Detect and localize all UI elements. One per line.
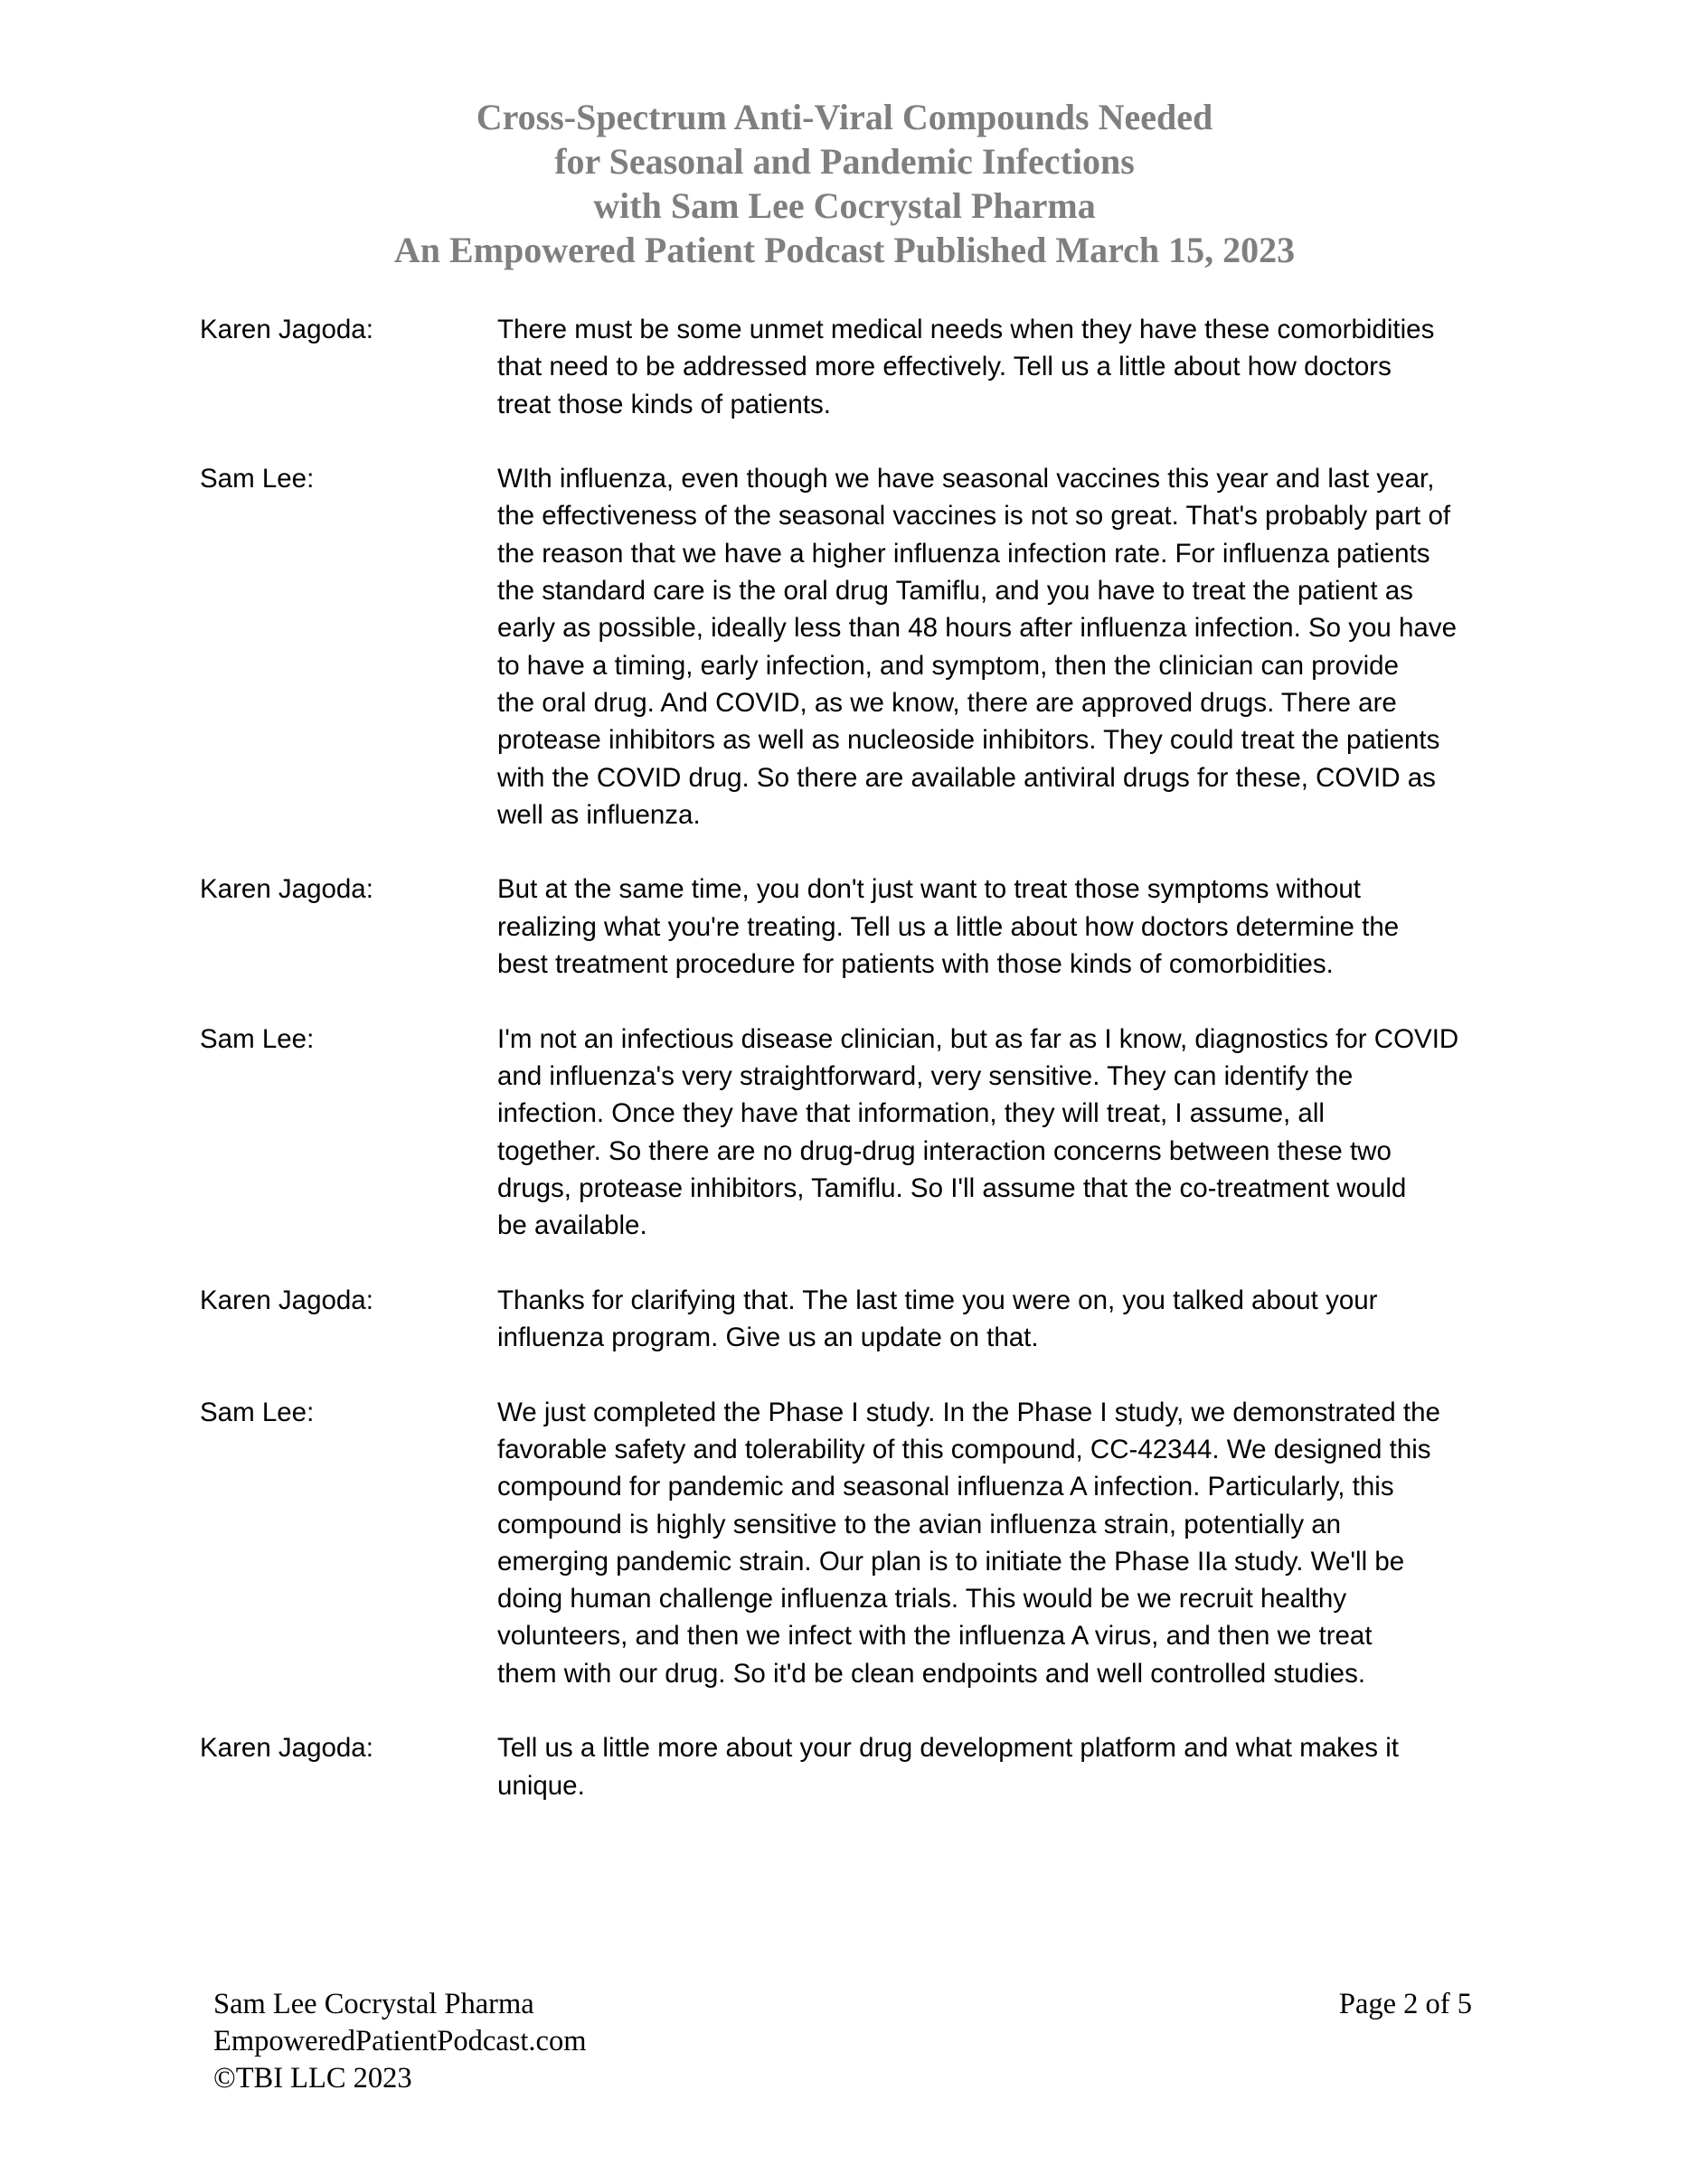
speaker-text (497, 871, 1401, 983)
text-line: with the COVID drug. So there are available antiviral drugs for these, COVID as (497, 762, 1436, 793)
text-line: together. So there are no drug-drug interaction concerns between these two (497, 1135, 1392, 1166)
speaker-name: Karen Jagoda: (200, 1733, 373, 1764)
title-line: Cross-Spectrum Anti-Viral Compounds Needed (476, 97, 1213, 137)
speaker-text (497, 1282, 1401, 1357)
transcript-entry (200, 1021, 1502, 1245)
text-line: I'm not an infectious disease clinician, but as far as I know, diagnostics for COVID (497, 1023, 1459, 1054)
text-line: compound for pandemic and seasonal influenza A infection. Particularly, this (497, 1472, 1394, 1502)
transcript-entry (200, 1282, 1502, 1357)
text-line: There must be some unmet medical needs when they have these comorbidities (497, 315, 1435, 344)
transcript-entry (200, 460, 1502, 833)
speaker-name: Karen Jagoda: (200, 874, 373, 905)
speaker-name: Sam Lee: (200, 1397, 315, 1427)
transcript (200, 311, 1502, 1841)
title-line: An Empowered Patient Podcast Published March 15, 2023 (393, 230, 1296, 270)
transcript-entry (200, 1729, 1502, 1804)
text-line: be available. (497, 1210, 647, 1241)
text-line: that need to be addressed more effectively. Tell us a little about how doctors (497, 352, 1392, 382)
page-number: Page 2 of 5 (1338, 1988, 1472, 2020)
text-line: treat those kinds of patients. (497, 389, 831, 419)
text-line: realizing what you're treating. Tell us a little about how doctors determine the (497, 911, 1400, 942)
text-line: protease inhibitors as well as nucleoside inhibitors. They could treat the patients (497, 725, 1440, 756)
text-line: the standard care is the oral drug Tamiflu, and you have to treat the patient as (497, 576, 1413, 607)
text-line: favorable safety and tolerability of this compound, CC-42344. We designed this (497, 1434, 1431, 1464)
text-line: drugs, protease inhibitors, Tamiflu. So I'll assume that the co-treatment would (497, 1172, 1407, 1203)
text-line: and influenza's very straightforward, very sensitive. They can identify the (497, 1060, 1354, 1091)
transcript-entry (200, 871, 1502, 983)
text-line: But at the same time, you don't just want to treat those symptoms without (497, 874, 1362, 905)
footer-website: EmpoweredPatientPodcast.com (213, 2025, 587, 2057)
speaker-name: Karen Jagoda: (200, 1285, 373, 1315)
text-line: best treatment procedure for patients with those kinds of comorbidities. (497, 949, 1334, 980)
speaker-name: Karen Jagoda: (200, 315, 373, 344)
text-line: We just completed the Phase I study. In the Phase I study, we demonstrated the (497, 1397, 1440, 1427)
speaker-name: Sam Lee: (200, 464, 315, 494)
text-line: doing human challenge influenza trials. This would be we recruit healthy (497, 1584, 1347, 1614)
footer-copyright: ©TBI LLC 2023 (213, 2062, 412, 2095)
text-line: to have a timing, early infection, and symptom, then the clinician can provide (497, 650, 1399, 681)
text-line: WIth influenza, even though we have seasonal vaccines this year and last year, (497, 464, 1435, 494)
speaker-text (497, 1729, 1401, 1804)
title-line: with Sam Lee Cocrystal Pharma (593, 185, 1096, 226)
text-line: them with our drug. So it'd be clean endpoints and well controlled studies. (497, 1658, 1366, 1689)
speaker-name: Sam Lee: (200, 1023, 315, 1054)
transcript-entry (200, 1394, 1502, 1692)
text-line: unique. (497, 1770, 585, 1801)
text-line: volunteers, and then we infect with the influenza A virus, and then we treat (497, 1621, 1373, 1652)
text-line: the effectiveness of the seasonal vaccines is not so great. That's probably part of (497, 501, 1451, 532)
title-line: for Seasonal and Pandemic Infections (554, 141, 1135, 182)
text-line: infection. Once they have that information, they will treat, I assume, all (497, 1098, 1325, 1129)
speaker-text (497, 311, 1435, 423)
text-line: early as possible, ideally less than 48 hours after influenza infection. So you have (497, 613, 1457, 644)
text-line: Thanks for clarifying that. The last time you were on, you talked about your (497, 1285, 1378, 1315)
text-line: influenza program. Give us an update on that. (497, 1323, 1039, 1353)
text-line: Tell us a little more about your drug development platform and what makes it (497, 1733, 1399, 1764)
text-line: compound is highly sensitive to the avian influenza strain, potentially an (497, 1509, 1342, 1539)
transcript-entry (200, 311, 1502, 423)
footer-info (213, 1986, 586, 2097)
speaker-text (497, 1394, 1440, 1692)
text-line: the oral drug. And COVID, as we know, there are approved drugs. There are (497, 687, 1397, 718)
document-title (0, 95, 1689, 272)
speaker-text (497, 460, 1457, 833)
text-line: the reason that we have a higher influenza infection rate. For influenza patients (497, 538, 1430, 569)
footer-company: Sam Lee Cocrystal Pharma (213, 1988, 534, 2020)
speaker-text (497, 1021, 1459, 1245)
text-line: well as influenza. (497, 799, 701, 830)
text-line: emerging pandemic strain. Our plan is to initiate the Phase IIa study. We'll be (497, 1546, 1405, 1577)
